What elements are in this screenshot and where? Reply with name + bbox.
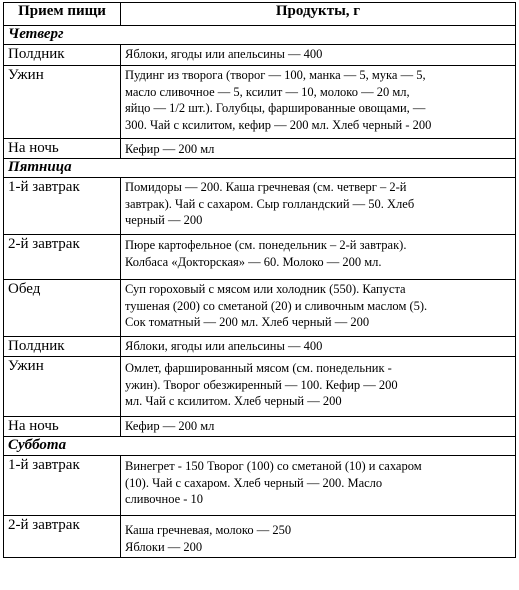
products-cell	[121, 337, 516, 357]
table-row	[4, 235, 516, 280]
products-cell	[121, 456, 516, 516]
products-line: сливочное - 10	[125, 492, 204, 506]
table-row	[4, 456, 516, 516]
products-line: Кефир — 200 мл	[125, 419, 215, 433]
meal-cell: 2-й завтрак	[4, 235, 121, 280]
products-cell	[121, 357, 516, 417]
table-row	[4, 66, 516, 139]
products-cell	[121, 235, 516, 280]
products-line: Каша гречневая, молоко — 250	[125, 523, 292, 537]
products-line: Колбаса «Докторская» — 60. Молоко — 200 мл.	[125, 254, 382, 269]
day-heading: Четверг	[4, 26, 516, 45]
table-row	[4, 45, 516, 66]
day-row	[4, 437, 516, 456]
products-line: мл. Чай с ксилитом. Хлеб черный — 200	[125, 394, 342, 408]
products-line: Омлет, фаршированный мясом (см. понедельник -	[125, 361, 392, 375]
products-line: черный — 200	[125, 213, 203, 227]
table-row	[4, 178, 516, 235]
table-row	[4, 417, 516, 437]
products-line: 300. Чай с ксилитом, кефир — 200 мл. Хлеб черный - 200	[125, 117, 432, 132]
products-line: Яблоки, ягоды или апельсины — 400	[125, 47, 323, 61]
products-line: завтрак). Чай с сахаром. Сыр голландский — 50. Хлеб	[125, 196, 415, 211]
day-heading: Суббота	[4, 437, 516, 456]
day-row	[4, 159, 516, 178]
products-line: Помидоры — 200. Каша гречневая (см. четверг – 2-й	[125, 180, 407, 194]
header-meal: Прием пищи	[4, 3, 121, 26]
meal-cell: Ужин	[4, 357, 121, 417]
meal-cell: Ужин	[4, 66, 121, 139]
table-row	[4, 516, 516, 558]
products-line: яйцо — 1/2 шт.). Голубцы, фаршированные овощами, —	[125, 101, 426, 115]
day-row	[4, 26, 516, 45]
meal-cell: Обед	[4, 280, 121, 337]
products-cell	[121, 66, 516, 139]
meal-cell: 2-й завтрак	[4, 516, 121, 558]
table-row	[4, 139, 516, 159]
products-cell	[121, 280, 516, 337]
header-row	[4, 3, 516, 26]
meal-cell: 1-й завтрак	[4, 178, 121, 235]
products-cell	[121, 45, 516, 66]
products-cell	[121, 516, 516, 558]
products-line: (10). Чай с сахаром. Хлеб черный — 200. Масло	[125, 475, 383, 490]
table-row	[4, 280, 516, 337]
products-line: Сок томатный — 200 мл. Хлеб черный — 200	[125, 315, 370, 329]
products-line: масло сливочное — 5, ксилит — 10, молоко — 20 мл,	[125, 84, 410, 99]
meal-cell: На ночь	[4, 417, 121, 437]
table-row	[4, 357, 516, 417]
meal-cell: На ночь	[4, 139, 121, 159]
meal-cell: 1-й завтрак	[4, 456, 121, 516]
products-cell	[121, 139, 516, 159]
table-row	[4, 337, 516, 357]
products-line: Яблоки, ягоды или апельсины — 400	[125, 339, 323, 353]
meal-cell: Полдник	[4, 337, 121, 357]
table-body	[4, 26, 516, 558]
products-line: Винегрет - 150 Творог (100) со сметаной (10) и сахаром	[125, 459, 422, 473]
products-cell	[121, 417, 516, 437]
meal-cell: Полдник	[4, 45, 121, 66]
diet-menu-table	[3, 2, 516, 558]
products-line: Кефир — 200 мл	[125, 142, 215, 156]
products-line: Яблоки — 200	[125, 539, 203, 554]
products-line: Пудинг из творога (творог — 100, манка — 5, мука — 5,	[125, 68, 426, 82]
products-line: тушеная (200) со сметаной (20) и сливочным маслом (5).	[125, 298, 428, 313]
products-cell	[121, 178, 516, 235]
day-heading: Пятница	[4, 159, 516, 178]
products-line: ужин). Творог обезжиренный — 100. Кефир — 200	[125, 377, 398, 392]
products-line: Пюре картофельное (см. понедельник – 2-й завтрак).	[125, 238, 407, 252]
header-products: Продукты, г	[121, 3, 516, 26]
products-line: Суп гороховый с мясом или холодник (550). Капуста	[125, 282, 406, 296]
